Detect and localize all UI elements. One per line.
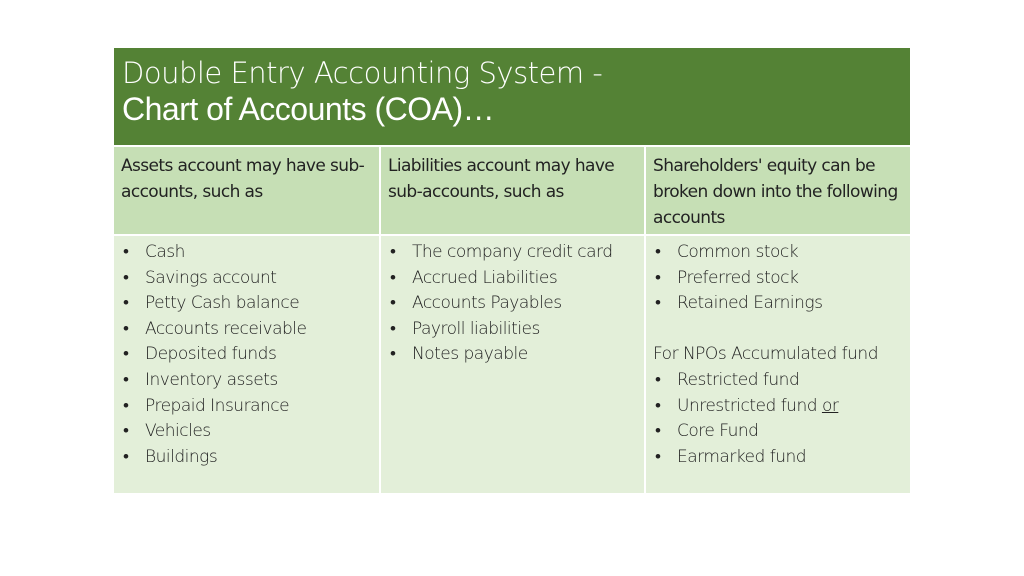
list-item: • Vehicles (121, 419, 372, 445)
equity-column (645, 235, 910, 493)
list-item: • Retained Earnings (653, 291, 903, 317)
npo-fund-list (653, 368, 903, 470)
list-item: • Earmarked fund (653, 445, 903, 471)
list-item: • Deposited funds (121, 342, 372, 368)
slide-subtitle: Chart of Accounts (COA)… (122, 91, 495, 127)
list-item: • Petty Cash balance (121, 291, 372, 317)
spacer (653, 317, 903, 343)
list-item: • Prepaid Insurance (121, 394, 372, 420)
list-item: • Restricted fund (653, 368, 903, 394)
list-item: • Inventory assets (121, 368, 372, 394)
assets-header: Assets account may have sub-accounts, such as (114, 146, 380, 235)
list-item: • Accounts receivable (121, 317, 372, 343)
chart-of-accounts-table (114, 48, 910, 493)
equity-header: Shareholders' equity can be broken down into the following accounts (645, 146, 910, 235)
list-item: • Common stock (653, 240, 903, 266)
equity-list (653, 240, 903, 317)
npo-heading: For NPOs Accumulated fund (653, 344, 878, 365)
list-item: • Savings account (121, 266, 372, 292)
list-item: • Core Fund (653, 419, 903, 445)
list-item: • Payroll liabilities (388, 317, 637, 343)
liabilities-list (388, 240, 637, 368)
liabilities-header: Liabilities account may have sub-accounts, such as (380, 146, 645, 235)
list-item: • Preferred stock (653, 266, 903, 292)
list-item: • Cash (121, 240, 372, 266)
liabilities-column (380, 235, 645, 493)
list-item-text: Unrestricted fund (677, 395, 818, 416)
assets-column (114, 235, 380, 493)
or-connector: or (821, 395, 839, 416)
assets-list (121, 240, 372, 470)
list-item (653, 394, 903, 420)
title-banner (114, 48, 910, 146)
slide-title: Double Entry Accounting System - (122, 56, 603, 90)
list-item: • Accounts Payables (388, 291, 637, 317)
list-item: • Accrued Liabilities (388, 266, 637, 292)
list-item: • Buildings (121, 445, 372, 471)
list-item: • The company credit card (388, 240, 637, 266)
list-item: • Notes payable (388, 342, 637, 368)
